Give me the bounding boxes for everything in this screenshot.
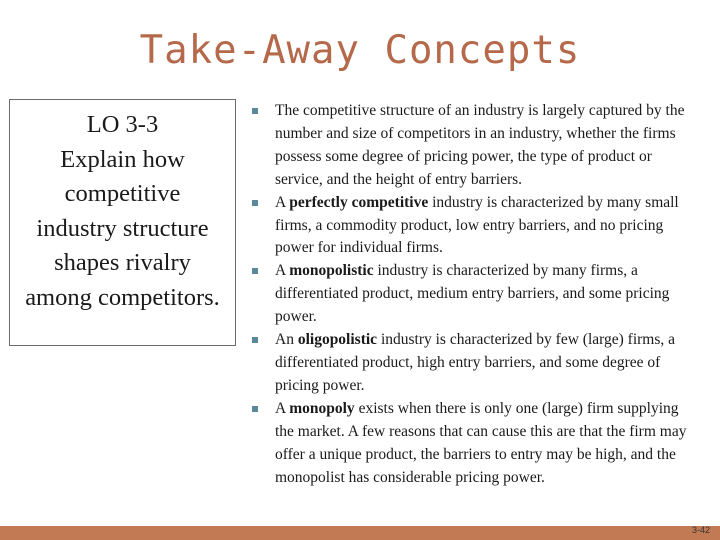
bullet-text: A: [275, 399, 290, 417]
square-bullet-icon: [252, 200, 258, 206]
bullet-text: industry is characterized by few (large) firms, a differentiated product, high entry barriers, and some degree of pricing power.: [275, 331, 676, 394]
square-bullet-icon: [252, 406, 258, 412]
footer-bar: [0, 526, 720, 540]
slide-number: 3-42: [691, 525, 710, 535]
bullet-text: A: [275, 193, 290, 211]
bullet-text: industry is characterized by many firms, a differentiated product, medium entry barriers, and some pricing power.: [275, 262, 670, 326]
bullet-text: An: [275, 331, 298, 349]
bullet-term: monopolistic: [289, 262, 374, 280]
bullet-term: perfectly competitive: [289, 193, 429, 211]
slide-title: Take-Away Concepts: [139, 28, 581, 73]
learning-objective-line: among competitors.: [25, 283, 220, 311]
list-item: [250, 398, 690, 490]
bullet-term: oligopolistic: [297, 331, 378, 349]
bullet-text: exists when there is only one (large) firm supplying the market. A few reasons that can cause this are that the firm may offer a unique product, the barriers to entry may be high, and the monopolist has considerable pricing power.: [275, 399, 687, 486]
bullet-text: The competitive structure of an industry is largely captured by the number and size of competitors in an industry, whether the firms possess some degree of pricing power, the type of product or service, and the height of entry barriers.: [275, 102, 685, 188]
learning-objective-line: Explain how: [60, 145, 185, 173]
square-bullet-icon: [252, 337, 258, 343]
learning-objective-line: shapes rivalry: [54, 249, 191, 276]
bullet-term: monopoly: [289, 399, 355, 417]
learning-objective-text: [0, 108, 245, 315]
list-item: [250, 260, 690, 329]
list-item: [250, 192, 690, 261]
take-away-list: [250, 100, 690, 489]
square-bullet-icon: [252, 268, 258, 274]
list-item: [250, 329, 690, 398]
bullet-text: industry is characterized by many small firms, a commodity product, low entry barriers, and no pricing power for individual firms.: [275, 193, 679, 257]
learning-objective-id: LO 3-3: [86, 111, 159, 138]
bullet-text: A: [275, 262, 290, 280]
learning-objective-line: competitive: [64, 180, 181, 207]
learning-objective-line: industry structure: [36, 214, 209, 242]
square-bullet-icon: [252, 108, 258, 114]
list-item: [250, 100, 690, 192]
